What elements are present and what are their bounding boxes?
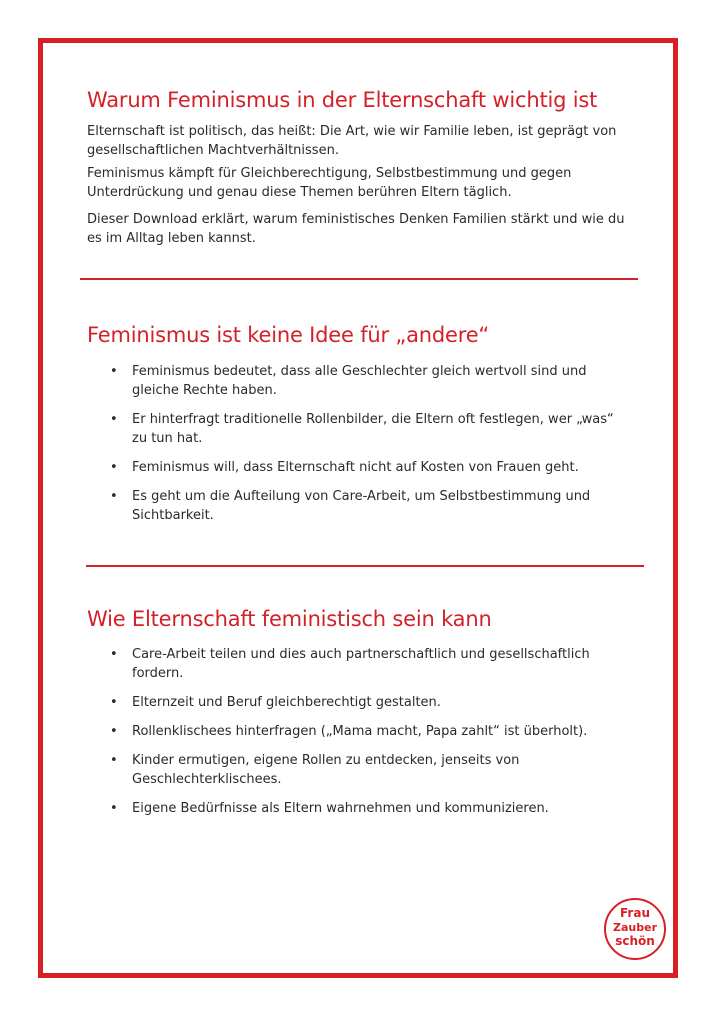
- list-item: [110, 362, 630, 400]
- bullet-icon: •: [110, 412, 118, 427]
- bullet-list-feminist-parenting: [110, 645, 630, 828]
- logo-text-line-2: Zauber: [613, 921, 657, 934]
- bullet-icon: •: [110, 489, 118, 504]
- logo-text-line-3: schön: [615, 934, 655, 948]
- list-item: [110, 410, 630, 448]
- bullet-icon: •: [110, 753, 118, 768]
- section-divider: [80, 278, 638, 280]
- list-item-text: Er hinterfragt traditionelle Rollenbilder, die Eltern oft festlegen, wer „was“ zu tun hat.: [132, 412, 614, 446]
- list-item: [110, 645, 630, 683]
- list-item: [110, 751, 630, 789]
- bullet-icon: •: [110, 724, 118, 739]
- list-item-text: Feminismus bedeutet, dass alle Geschlechter gleich wertvoll sind und gleiche Rechte haben.: [132, 364, 587, 398]
- section-heading-how-feminist-parenting: Wie Elternschaft feministisch sein kann: [87, 607, 492, 631]
- logo-text-line-1: Frau: [620, 906, 650, 920]
- section-heading-why-feminism: Warum Feminismus in der Elternschaft wichtig ist: [87, 88, 598, 112]
- bullet-icon: •: [110, 460, 118, 475]
- list-item-text: Care-Arbeit teilen und dies auch partnerschaftlich und gesellschaftlich fordern.: [132, 647, 590, 681]
- list-item: [110, 487, 630, 525]
- section-heading-not-for-others: Feminismus ist keine Idee für „andere“: [87, 323, 490, 347]
- list-item: [110, 722, 630, 741]
- paragraph-intro-feminism: Feminismus kämpft für Gleichberechtigung, Selbstbestimmung und gegen Unterdrückung und genau diese Themen berühren Eltern täglich.: [87, 166, 572, 200]
- list-item: [110, 458, 630, 477]
- bullet-icon: •: [110, 801, 118, 816]
- paragraph-intro-politics: Elternschaft ist politisch, das heißt: Die Art, wie wir Familie leben, ist geprägt von gesellschaftlichen Machtverhältnissen.: [87, 124, 617, 158]
- list-item-text: Es geht um die Aufteilung von Care-Arbeit, um Selbstbestimmung und Sichtbarkeit.: [132, 489, 591, 523]
- bullet-list-feminism-meaning: [110, 362, 630, 535]
- paragraph-intro-download: Dieser Download erklärt, warum feministisches Denken Familien stärkt und wie du es im Alltag leben kannst.: [87, 212, 625, 246]
- bullet-icon: •: [110, 647, 118, 662]
- list-item-text: Eigene Bedürfnisse als Eltern wahrnehmen und kommunizieren.: [132, 801, 549, 816]
- list-item: [110, 799, 630, 818]
- list-item-text: Rollenklischees hinterfragen („Mama macht, Papa zahlt“ ist überholt).: [132, 724, 588, 739]
- bullet-icon: •: [110, 695, 118, 710]
- frau-zauber-schoen-logo: [604, 898, 666, 960]
- list-item: [110, 693, 630, 712]
- bullet-icon: •: [110, 364, 118, 379]
- section-divider: [86, 565, 644, 567]
- list-item-text: Elternzeit und Beruf gleichberechtigt gestalten.: [132, 695, 441, 710]
- list-item-text: Feminismus will, dass Elternschaft nicht auf Kosten von Frauen geht.: [132, 460, 579, 475]
- list-item-text: Kinder ermutigen, eigene Rollen zu entdecken, jenseits von Geschlechterklischees.: [132, 753, 520, 787]
